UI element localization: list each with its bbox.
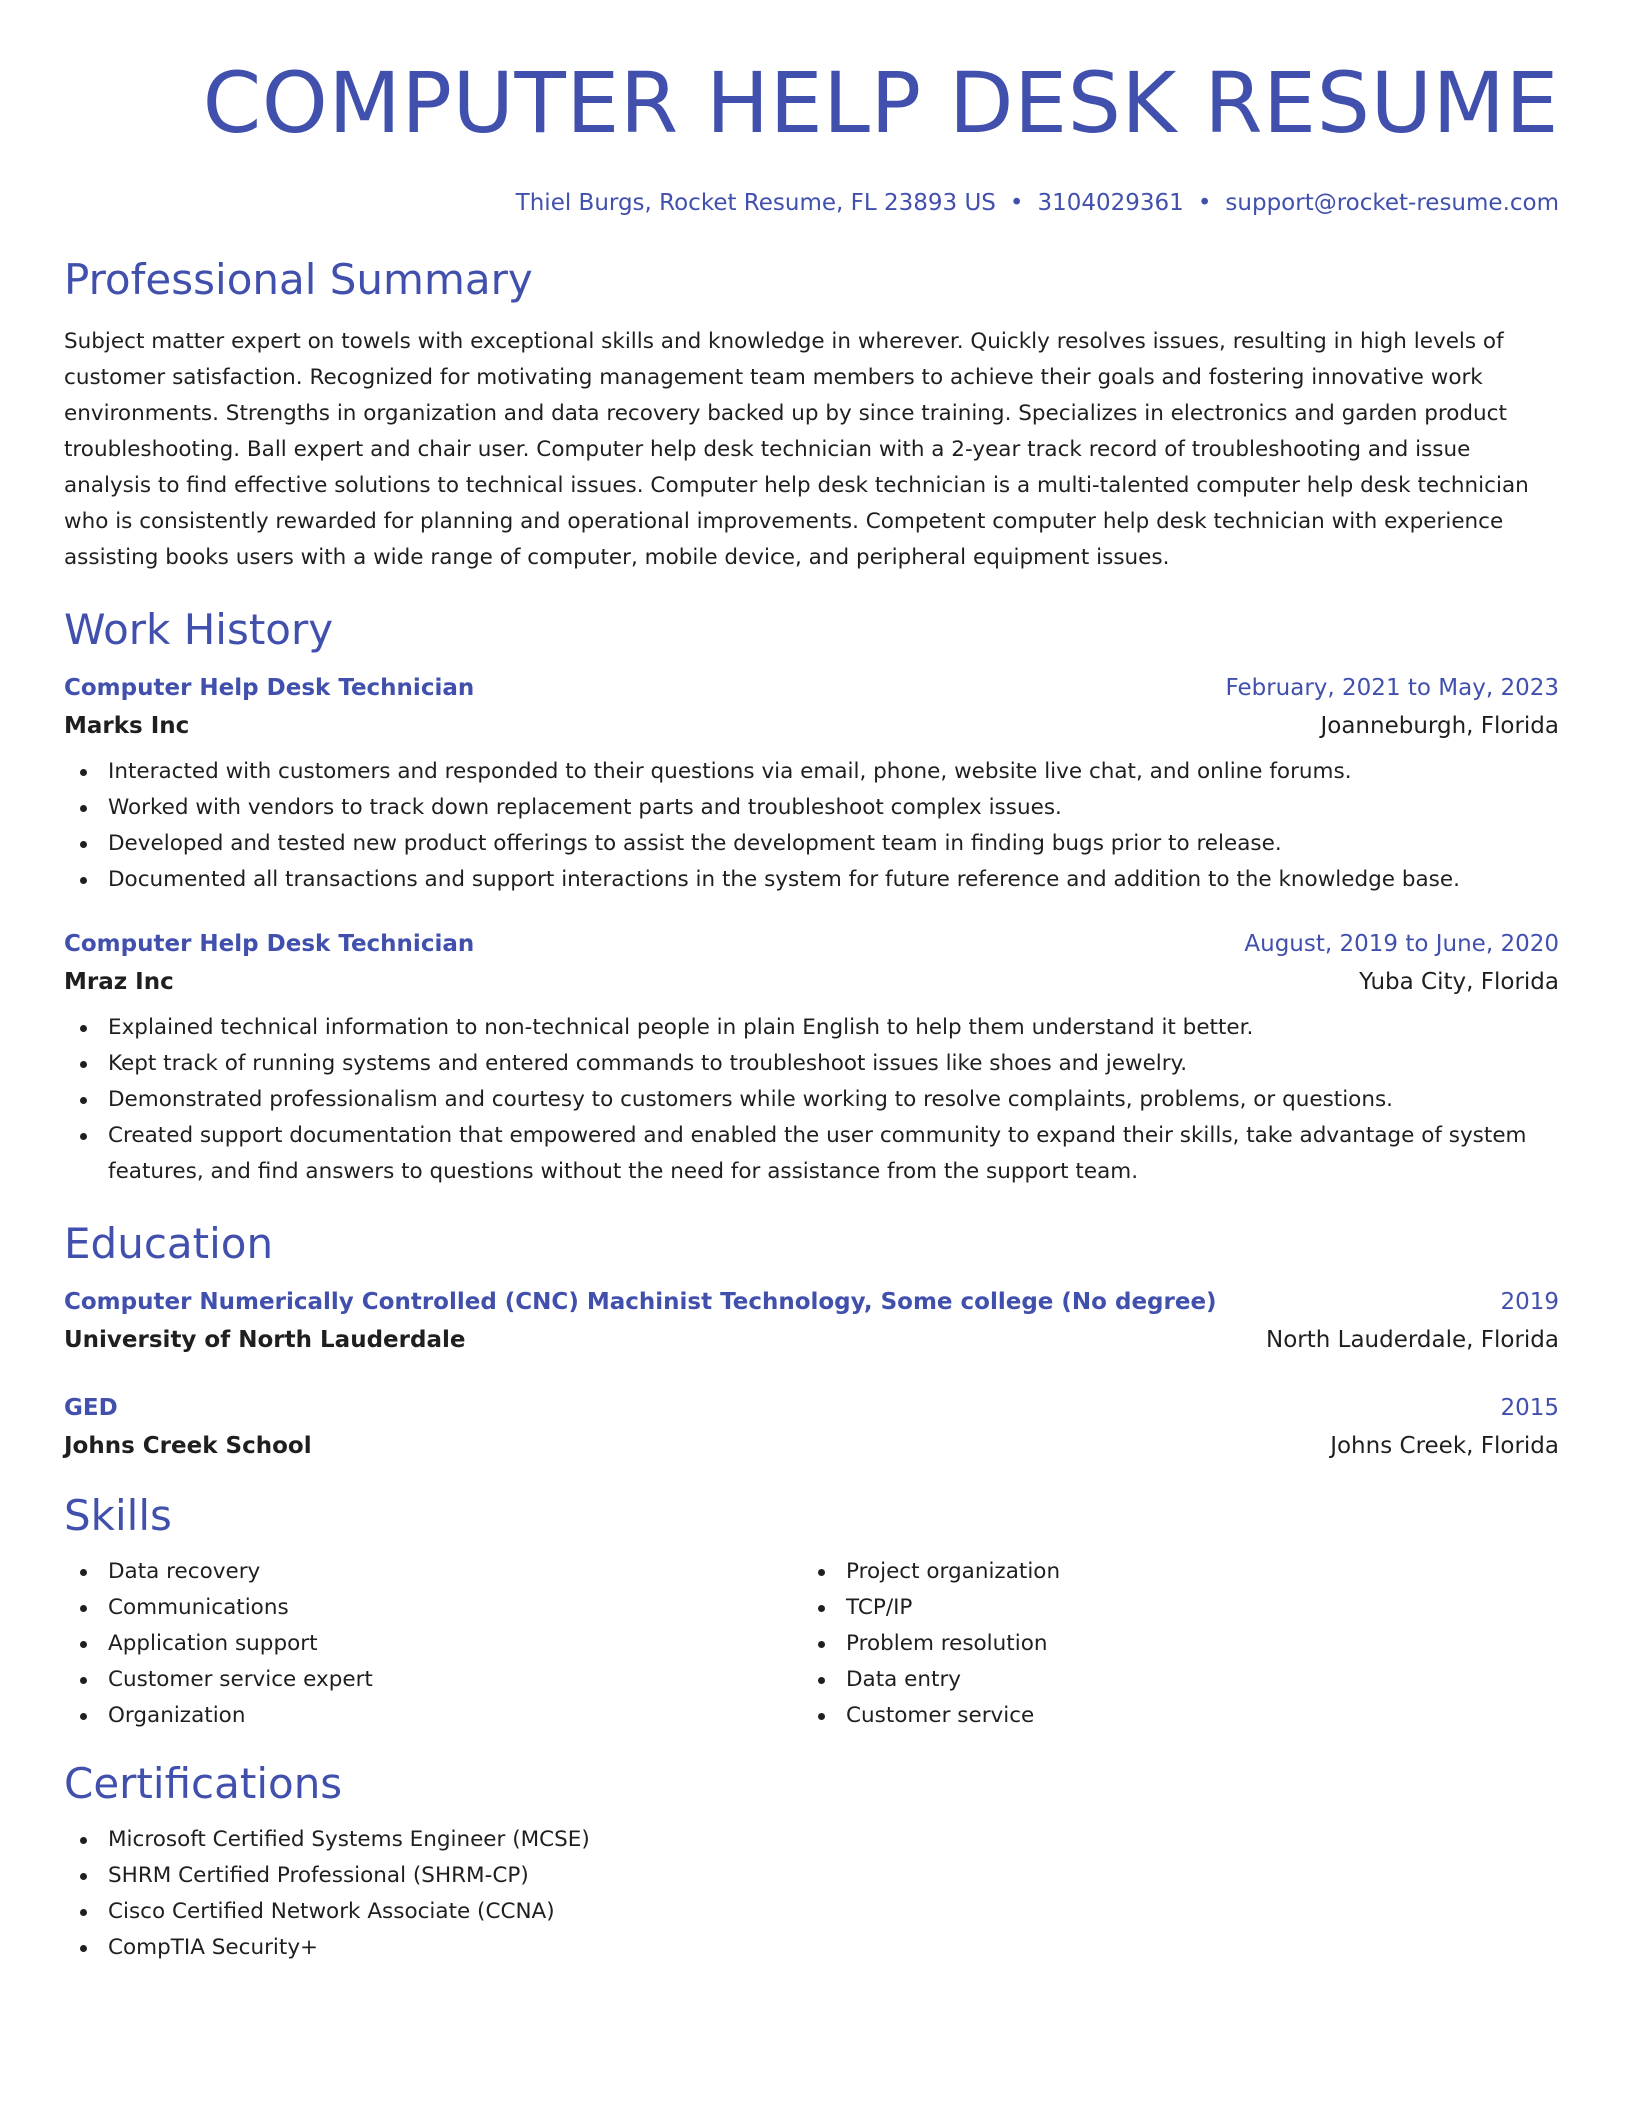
job-dates: February, 2021 to May, 2023: [1225, 675, 1559, 701]
summary-text: Subject matter expert on towels with exceptional skills and knowledge in wherever. Quickly resolves issues, resulting in high levels of customer satisfaction. Recognized for motivating management team members to achieve their goals and fostering innovative work environments. Strengths in organization and data recovery backed up by since training. Specializes in electronics and garden product troubleshooting. Ball expert and chair user. Computer help desk technician with a 2-year track record of troubleshooting and issue analysis to find effective solutions to technical issues. Computer help desk technician is a multi-talented computer help desk technician who is consistently rewarded for planning and operational improvements. Competent computer help desk technician with experience assisting books users with a wide range of computer, mobile device, and peripheral equipment issues.: [64, 329, 1529, 570]
skill-item: Problem resolution: [802, 1626, 1559, 1662]
skills-section: [64, 1488, 1559, 1734]
education-school-row: [64, 1426, 1559, 1466]
certification-item: SHRM Certified Professional (SHRM-CP): [64, 1858, 1559, 1894]
contact-separator: •: [1009, 190, 1024, 216]
job-bullet: Kept track of running systems and entered commands to troubleshoot issues like shoes and jewelry.: [64, 1046, 1559, 1082]
resume-title: COMPUTER HELP DESK RESUME: [202, 54, 1559, 152]
job-title-row: [64, 670, 1559, 706]
certifications-section: [64, 1756, 1559, 1966]
skills-grid: [64, 1554, 1559, 1734]
certifications-list: [64, 1822, 1559, 1966]
education-entry: [64, 1390, 1559, 1466]
job-bullets: [64, 754, 1559, 898]
work-history-section: [64, 602, 1559, 1190]
education-section: [64, 1216, 1559, 1466]
skill-item: Customer service: [802, 1698, 1559, 1734]
contact-line: [64, 186, 1559, 220]
education-heading: Education: [64, 1219, 274, 1268]
education-year: 2015: [1500, 1395, 1559, 1421]
education-degree-row: [64, 1284, 1559, 1320]
skill-item: Organization: [64, 1698, 802, 1734]
contact-separator: •: [1197, 190, 1212, 216]
job-entry: [64, 926, 1559, 1190]
job-bullet: Explained technical information to non-technical people in plain English to help them understand it better.: [64, 1010, 1559, 1046]
job-bullet: Worked with vendors to track down replacement parts and troubleshoot complex issues.: [64, 790, 1559, 826]
job-title: Computer Help Desk Technician: [64, 675, 475, 701]
contact-phone: 3104029361: [1037, 190, 1184, 216]
work-history-heading: Work History: [64, 605, 334, 654]
contact-address: Thiel Burgs, Rocket Resume, FL 23893 US: [515, 190, 996, 216]
education-school-row: [64, 1320, 1559, 1360]
summary-heading: Professional Summary: [64, 255, 533, 304]
job-title-row: [64, 926, 1559, 962]
education-school: Johns Creek School: [64, 1433, 312, 1459]
job-bullet: Interacted with customers and responded to their questions via email, phone, website live chat, and online forums.: [64, 754, 1559, 790]
education-degree-row: [64, 1390, 1559, 1426]
education-degree: GED: [64, 1395, 118, 1421]
skill-item: TCP/IP: [802, 1590, 1559, 1626]
job-bullet: Documented all transactions and support interactions in the system for future reference and addition to the knowledge base.: [64, 862, 1559, 898]
job-bullet: Created support documentation that empowered and enabled the user community to expand their skills, take advantage of system features, and find answers to questions without the need for assistance from the support team.: [64, 1118, 1559, 1190]
skill-item: Project organization: [802, 1554, 1559, 1590]
education-school: University of North Lauderdale: [64, 1327, 466, 1353]
job-company: Marks Inc: [64, 713, 190, 739]
education-entry: [64, 1284, 1559, 1360]
job-company: Mraz Inc: [64, 969, 174, 995]
certification-item: CompTIA Security+: [64, 1930, 1559, 1966]
job-dates: August, 2019 to June, 2020: [1244, 931, 1559, 957]
skill-item: Customer service expert: [64, 1662, 802, 1698]
skills-list-right: [802, 1554, 1559, 1734]
skills-heading: Skills: [64, 1491, 172, 1540]
job-location: Joanneburgh, Florida: [1320, 713, 1559, 739]
skill-item: Communications: [64, 1590, 802, 1626]
job-bullets: [64, 1010, 1559, 1190]
summary-section: [64, 252, 1559, 576]
job-bullet: Developed and tested new product offerings to assist the development team in finding bugs prior to release.: [64, 826, 1559, 862]
job-title: Computer Help Desk Technician: [64, 931, 475, 957]
education-location: Johns Creek, Florida: [1330, 1433, 1559, 1459]
education-degree: Computer Numerically Controlled (CNC) Machinist Technology, Some college (No degree): [64, 1289, 1217, 1315]
job-bullet: Demonstrated professionalism and courtesy to customers while working to resolve complaints, problems, or questions.: [64, 1082, 1559, 1118]
education-year: 2019: [1500, 1289, 1559, 1315]
certification-item: Microsoft Certified Systems Engineer (MCSE): [64, 1822, 1559, 1858]
job-company-row: [64, 706, 1559, 746]
education-location: North Lauderdale, Florida: [1265, 1327, 1559, 1353]
contact-email[interactable]: support@rocket-resume.com: [1225, 190, 1559, 216]
skills-list-left: [64, 1554, 802, 1734]
job-company-row: [64, 962, 1559, 1002]
job-entry: [64, 670, 1559, 898]
certification-item: Cisco Certified Network Associate (CCNA): [64, 1894, 1559, 1930]
job-location: Yuba City, Florida: [1359, 969, 1559, 995]
skill-item: Application support: [64, 1626, 802, 1662]
skill-item: Data recovery: [64, 1554, 802, 1590]
skill-item: Data entry: [802, 1662, 1559, 1698]
certifications-heading: Certifications: [64, 1759, 343, 1808]
